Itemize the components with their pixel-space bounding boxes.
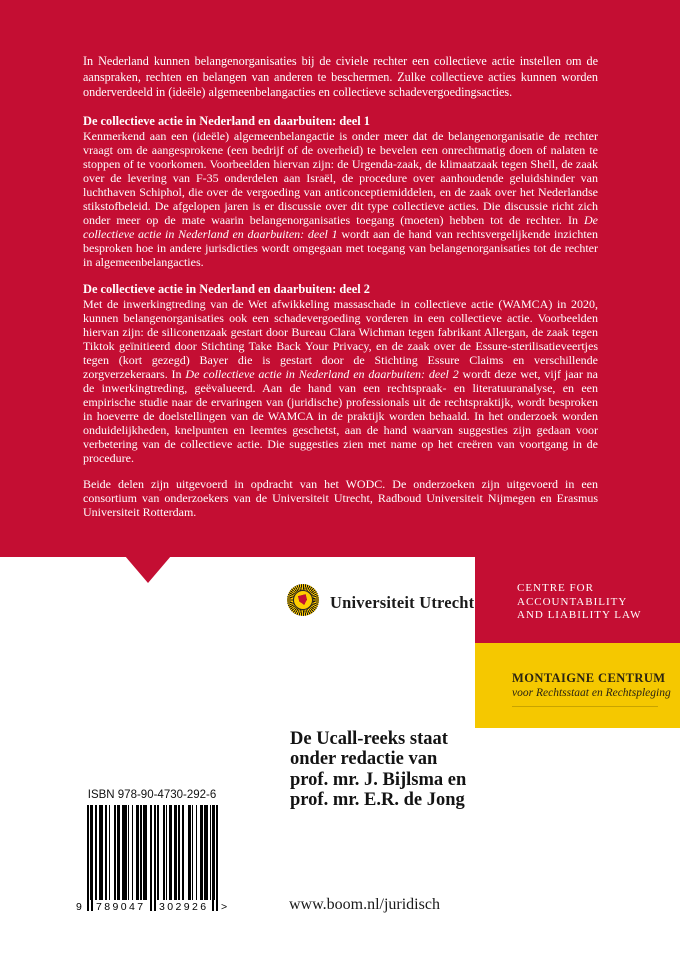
section-2-body: Met de inwerkingtreding van de Wet afwikkeling massaschade in collectieve actie (WAMCA) in 2020, kunnen belangenorganisaties ook een schadevergoeding vorderen in een collectieve actie. Voorbeelden hiervan zijn: de siliconenzaak gestart door Bureau Clara Wichman tegen fabrikant Allergan, de zaak tegen Tiktok geïnitieerd door Stichting Take Back Your Privacy, en de zaak over de Essure-sterilisatieveertjes tegen (kort gezegd) Bayer die is gestart door de Stichting Essure Claims en verschillende zorgverzekeraars. In De collectieve actie in Nederland en daarbuiten: deel 2 wordt deze wet, vijf jaar na de inwerkingtreding, geëvalueerd. Aan de hand van een rechtspraak- en literatuuranalyse, en een empirische studie naar de ervaringen van (juridische) professionals uit de rechtspraktijk, wordt besproken in hoeverre de doelstellingen van de WAMCA in de praktijk worden behaald. In het onderzoek worden onduidelijkheden, knelpunten en leemtes geschetst, aan de hand waarvan suggesties zijn gedaan voor verbetering van de collectieve actie. Die suggesties zien met name op het creëren van voortgang in de procedure. [83,296,599,465]
montaigne-logo-block [475,643,680,728]
call-logo-text: CENTRE FOR ACCOUNTABILITY AND LIABILITY LAW [517,582,642,622]
section-2-heading: De collectieve actie in Nederland en daarbuiten: deel 2 [83,281,370,296]
barcode-arrow: > [221,901,228,913]
barcode-digit-group: 302926 [159,901,209,913]
barcode-guard-bar [87,805,89,911]
ean13-barcode [87,805,217,900]
blurb-text-block [83,54,598,519]
section-1-body: Kenmerkend aan een (ideële) algemeenbelangactie is onder meer dat de belangenorganisatie de rechter vraagt om de aangesprokene (een bedrijf of de overheid) te bevelen een onrechtmatig doen of nalaten te stoppen of te voorkomen. Voorbeelden hiervan zijn: de Urgenda-zaak, de klimaatzaak tegen Shell, de zaak over de levering van F-35 onderdelen aan Israël, de procedure over aanhoudende geluidshinder van luchthaven Schiphol, die over de vergoeding van anticonceptiemiddelen, en de zaak over het Nederlandse stikstofbeleid. De afgelopen jaren is er discussie over dit type collectieve acties. Die discussie richt zich onder meer op de mate waarin belangenorganisaties toegang (moeten) hebben tot de rechter. In De collectieve actie in Nederland en daarbuiten: deel 1 wordt aan de hand van rechtsvergelijkende inzichten besproken hoe in andere jurisdicties wordt omgegaan met toegang van belangenorganisaties tot de rechter in algemeenbelangacties. [83,128,598,269]
barcode-guard-bar [212,805,214,911]
outro-paragraph: Beide delen zijn uitgevoerd in opdracht van het WODC. De onderzoeken zijn uitgevoerd in een consortium van onderzoekers van de Universiteit Utrecht, Radboud Universiteit Nijmegen en Erasmus Universiteit Rotterdam. [83,476,598,519]
barcode-guard-bar [91,805,93,911]
barcode-guard-bar [150,805,152,911]
universiteit-utrecht-sun-icon [287,584,319,616]
barcode-digit-lead: 9 [76,901,82,913]
barcode-guard-bar [154,805,156,911]
series-editors-text: De Ucall-reeks staat onder redactie van prof. mr. J. Bijlsma en prof. mr. E.R. de Jong [290,729,467,811]
speech-bubble-tail [125,556,171,583]
publisher-website-url: www.boom.nl/juridisch [289,896,440,913]
montaigne-subtitle: voor Rechtsstaat en Rechtspleging [512,687,671,699]
section-1-heading: De collectieve actie in Nederland en daarbuiten: deel 1 [83,113,370,128]
montaigne-title: MONTAIGNE CENTRUM [512,671,666,685]
isbn-number: ISBN 978-90-4730-292-6 [87,789,217,801]
intro-paragraph: In Nederland kunnen belangenorganisaties bij de civiele rechter een collectieve actie instellen om de aanspraken, rechten en belangen van anderen te beschermen. Zulke collectieve acties kunnen worden onderverdeeld in (ideële) algemeenbelangacties en collectieve schadevergoedingsacties. [83,54,598,100]
call-logo-block [475,557,680,643]
barcode-guard-bar [216,805,218,911]
barcode-digit-group: 789047 [96,901,146,913]
universiteit-utrecht-wordmark: Universiteit Utrecht [330,593,475,612]
montaigne-divider [512,706,658,707]
